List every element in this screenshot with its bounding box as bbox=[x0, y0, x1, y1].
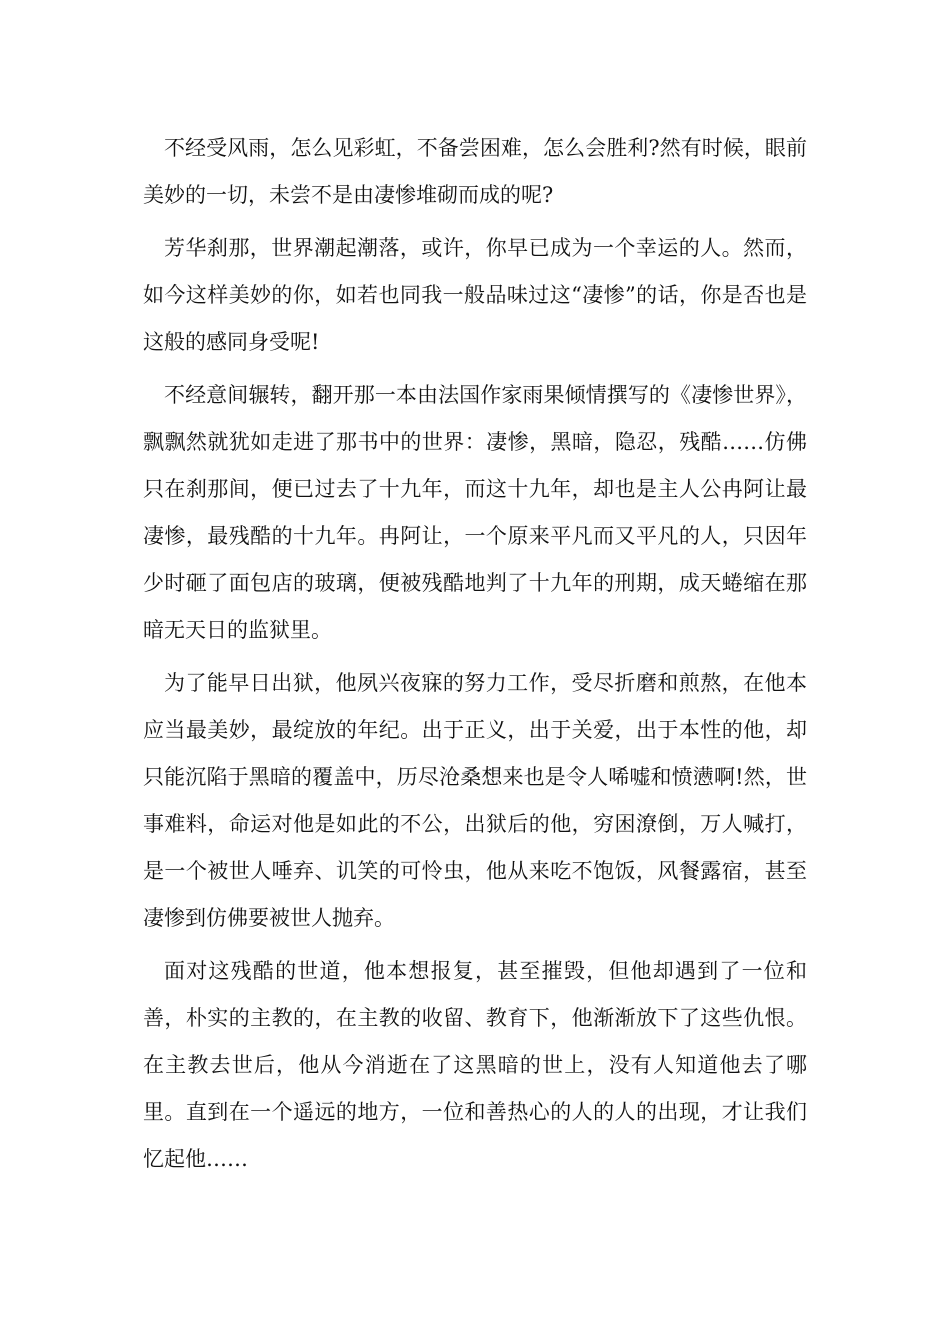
document-body bbox=[143, 125, 807, 1189]
paragraph-2: 芳华刹那，世界潮起潮落，或许，你早已成为一个幸运的人。然而，如今这样美妙的你，如若也同我一般品味过这“凄惨”的话，你是否也是这般的感同身受呢! bbox=[143, 236, 807, 354]
paragraph-4: 为了能早日出狱，他夙兴夜寐的努力工作，受尽折磨和煎熬，在他本应当最美妙，最绽放的年纪。出于正义，出于关爱，出于本性的他，却只能沉陷于黑暗的覆盖中，历尽沧桑想来也是令人唏嘘和愤懑啊!然，世事难料，命运对他是如此的不公，出狱后的他，穷困潦倒，万人喊打，是一个被世人唾弃、讥笑的可怜虫，他从来吃不饱饭，风餐露宿，甚至凄惨到仿佛要被世人抛弃。 bbox=[143, 671, 807, 930]
paragraph-1: 不经受风雨，怎么见彩虹，不备尝困难，怎么会胜利?然有时候，眼前美妙的一切，未尝不是由凄惨堆砌而成的呢? bbox=[143, 136, 807, 207]
paragraph-5: 面对这残酷的世道，他本想报复，甚至摧毁，但他却遇到了一位和善，朴实的主教的，在主教的收留、教育下，他渐渐放下了这些仇恨。在主教去世后，他从今消逝在了这黑暗的世上，没有人知道他去了哪里。直到在一个遥远的地方，一位和善热心的人的人的出现，才让我们忆起他…… bbox=[143, 959, 807, 1171]
paragraph-3: 不经意间辗转，翻开那一本由法国作家雨果倾情撰写的《凄惨世界》，飘飘然就犹如走进了那书中的世界：凄惨，黑暗，隐忍，残酷……仿佛只在刹那间，便已过去了十九年，而这十九年，却也是主人公冉阿让最凄惨，最残酷的十九年。冉阿让，一个原来平凡而又平凡的人，只因年少时砸了面包店的玻璃，便被残酷地判了十九年的刑期，成天蜷缩在那暗无天日的监狱里。 bbox=[143, 383, 807, 642]
